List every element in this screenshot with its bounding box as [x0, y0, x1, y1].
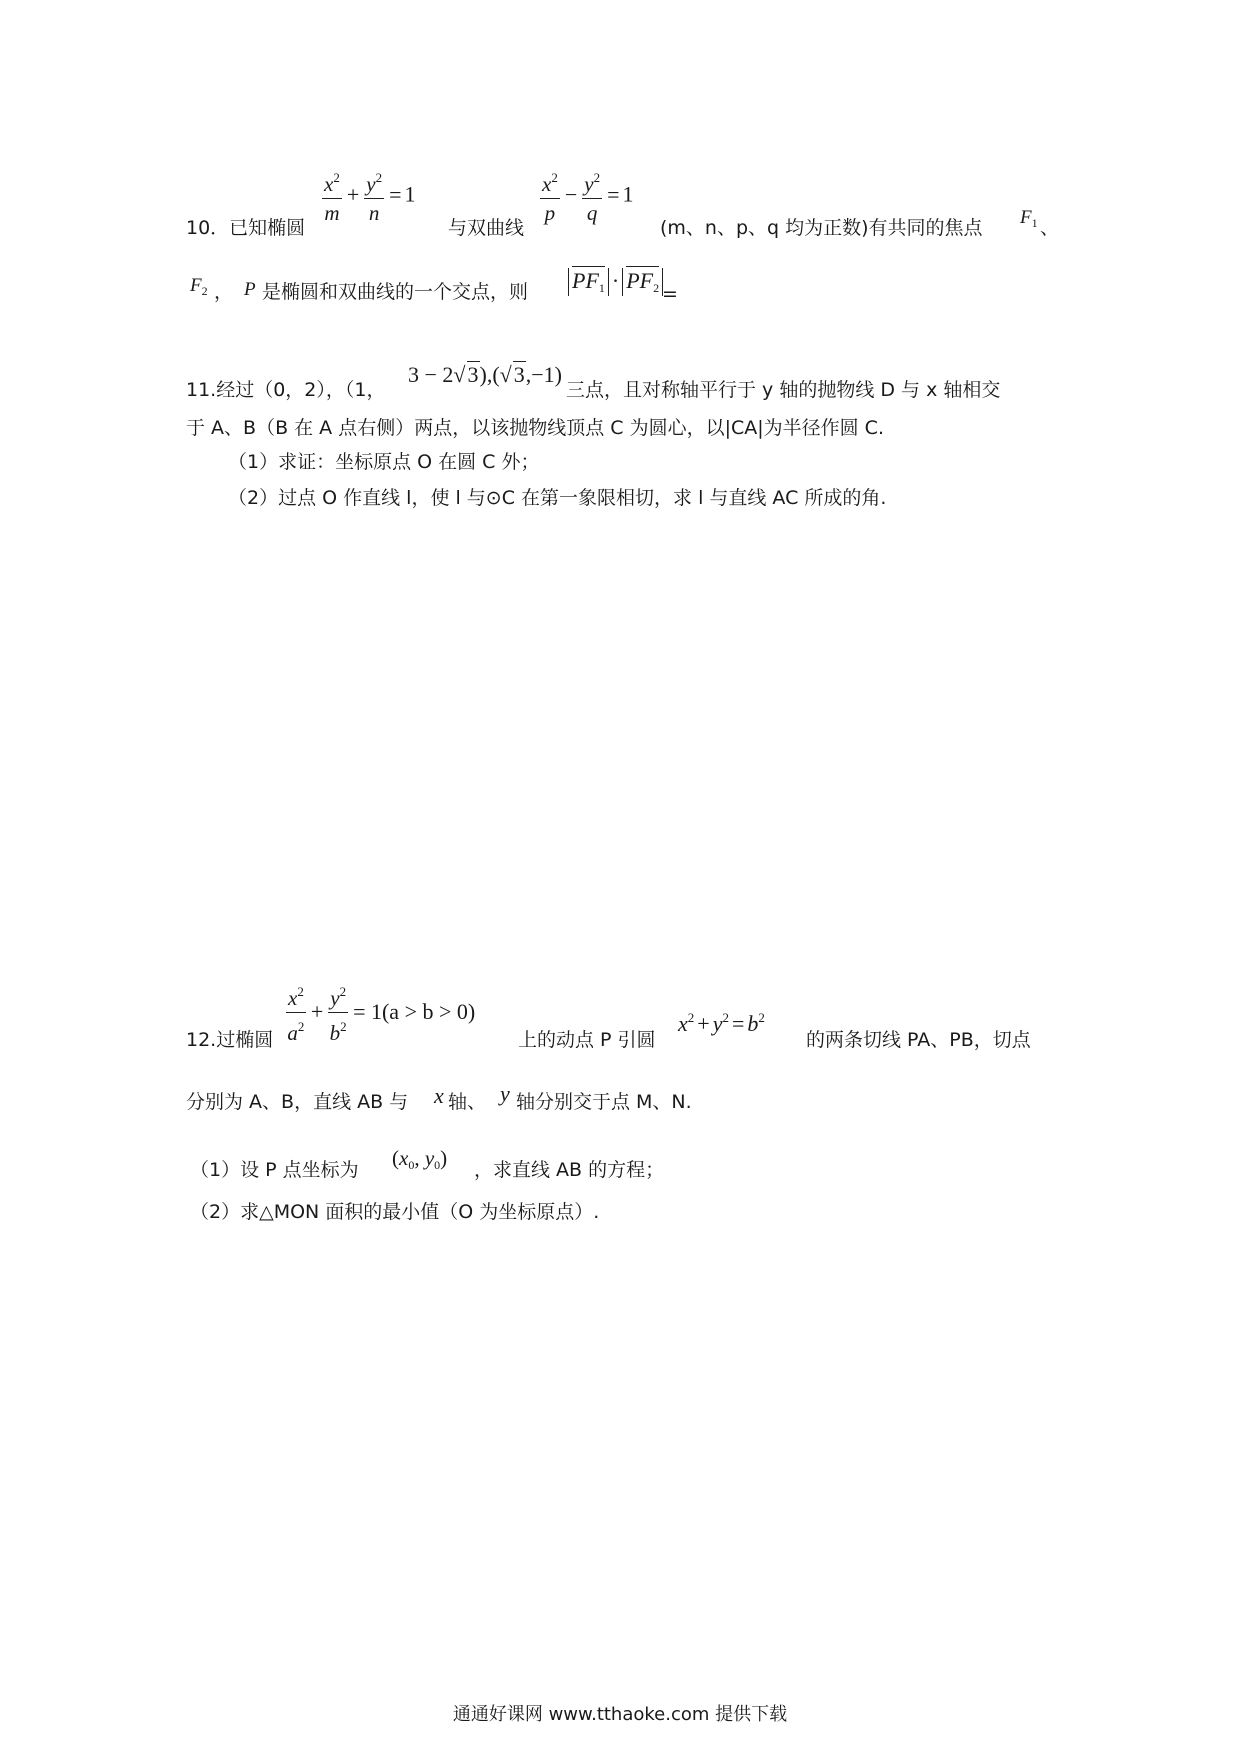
q11-sub2: （2）过点 O 作直线 l，使 l 与⊙C 在第一象限相切，求 l 与直线 AC 所成的角.: [228, 487, 887, 509]
q12-line1-prefix: 12.过椭圆: [186, 1029, 274, 1051]
p-coordinates: ($x_0$, $y_0$): [392, 1146, 448, 1172]
point-p: P: [244, 279, 256, 300]
q12-line2-a: 分别为 A、B，直线 AB 与: [186, 1091, 409, 1113]
q12-line2-b: 轴、: [448, 1091, 487, 1113]
q10-mid-text: 与双曲线: [448, 217, 525, 239]
pf-product: $PF_1 \cdot PF_2$: [568, 268, 663, 296]
q10-equals: =: [662, 283, 678, 305]
q12-line1-suffix: 的两条切线 PA、PB，切点: [806, 1029, 1031, 1051]
q12-line1-mid: 上的动点 P 引圆: [518, 1029, 656, 1051]
x-var: x: [434, 1083, 444, 1108]
q10-line1-suffix: (m、n、p、q 均为正数)有共同的焦点: [660, 217, 983, 239]
footer-source: 通通好课网 www.tthaoke.com 提供下载: [452, 1704, 788, 1725]
ellipse-equation: $\frac{x^2}{m}$ + $\frac{y^2}{n}$ = 1: [320, 166, 416, 225]
q10-comma: ，: [214, 281, 234, 303]
hyperbola-equation: $\frac{x^2}{p}$ − $\frac{y^2}{q}$ = 1: [538, 166, 634, 225]
q11-sub1: （1）求证：坐标原点 O 在圆 C 外；: [228, 451, 540, 473]
q11-line1-a: 11.经过（0，2），（1，: [186, 379, 386, 401]
q10-line1-prefix: 10．已知椭圆: [186, 217, 306, 239]
q12-sub1-a: （1）设 P 点坐标为: [190, 1159, 359, 1181]
q12-line2-c: 轴分别交于点 M、N.: [516, 1091, 692, 1113]
circle-equation: $x^2 + y^2 = b^2$: [678, 1010, 765, 1036]
q11-line1-b: 三点，且对称轴平行于 y 轴的抛物线 D 与 x 轴相交: [566, 379, 1001, 401]
q12-sub1-b: ，求直线 AB 的方程；: [474, 1159, 665, 1181]
q11-line2: 于 A、B（B 在 A 点右侧）两点，以该抛物线顶点 C 为圆心，以|CA|为半径作圆 C.: [186, 417, 884, 439]
q12-ellipse-equation: $\frac{x^2}{a^2}$ + $\frac{y^2}{b^2}$ = 1(a > b > 0): [284, 980, 475, 1045]
f2-symbol: $F_2$: [190, 275, 208, 298]
y-var: y: [500, 1081, 510, 1106]
q10-line2-text: 是椭圆和双曲线的一个交点，则: [262, 281, 529, 303]
q10-sep: 、: [1040, 217, 1060, 239]
q11-points: 3 − 2√3),(√3,−1): [408, 362, 562, 387]
f1-symbol: $F_1$: [1020, 207, 1038, 230]
q12-sub2: （2）求△MON 面积的最小值（O 为坐标原点）.: [190, 1201, 600, 1223]
